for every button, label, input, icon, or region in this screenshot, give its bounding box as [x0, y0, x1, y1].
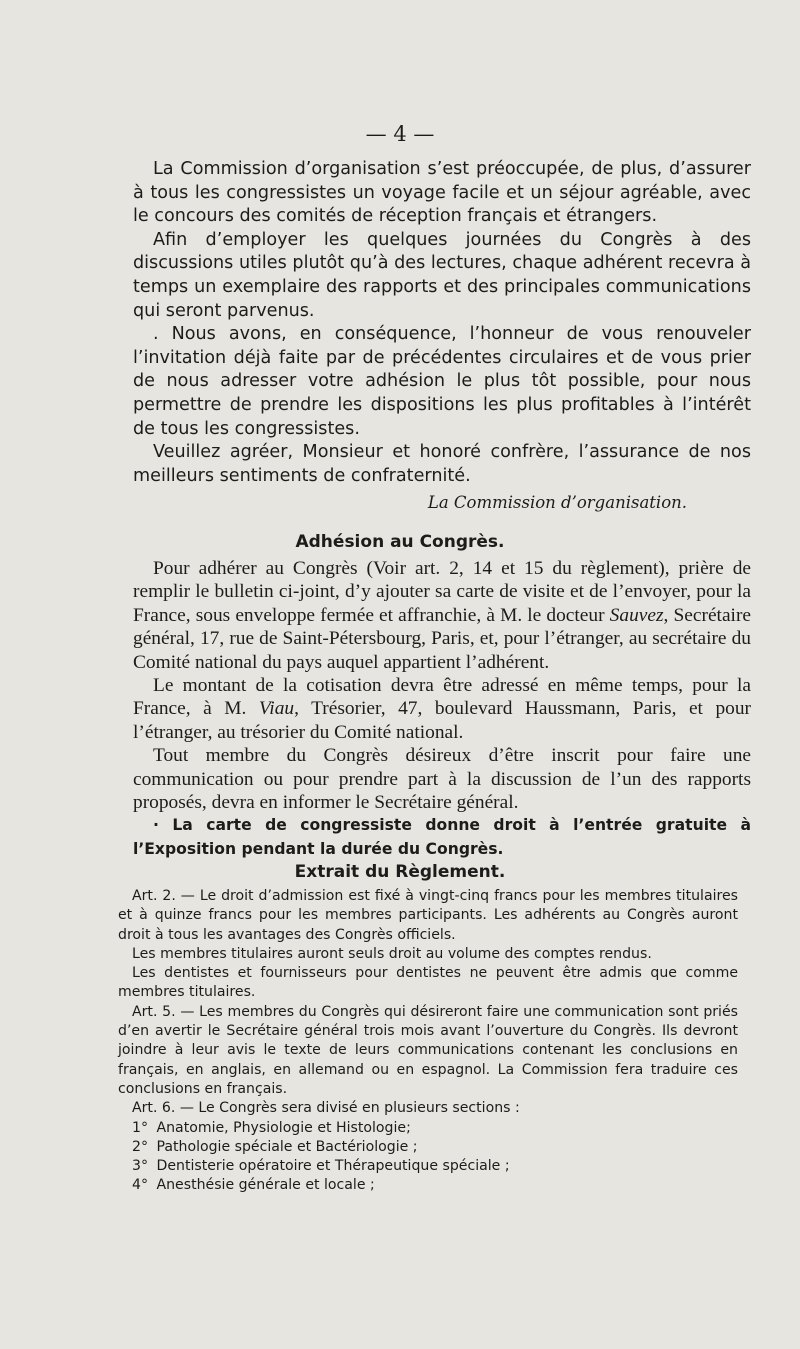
section-list-item: [118, 1138, 738, 1157]
intro-section: [133, 158, 751, 515]
adhesion-paragraph-bold: · La carte de congressiste donne droit à l’entrée gratuite à l’Exposition pendant la durée du Congrès.: [133, 816, 751, 858]
section-list-item: [118, 1119, 738, 1138]
section-number: 4°: [132, 1177, 149, 1194]
adhesion-paragraph-1: [133, 557, 751, 674]
treasurer-name: Viau: [258, 698, 295, 720]
intro-paragraph-2: Afin d’employer les quelques journées du Congrès à des discussions utiles plutôt qu’à des lectures, chaque adhérent recevra à temps un exemplaire des rapports et des principales communications qui seront parvenus.: [133, 229, 751, 321]
intro-paragraph-4: Veuillez agréer, Monsieur et honoré confrère, l’assurance de nos meilleurs sentiments de confraternité.: [133, 442, 751, 486]
signature: La Commission d’organisation.: [427, 493, 687, 513]
adhesion-section: [133, 557, 751, 861]
section-label: Pathologie spéciale et Bactériologie ;: [156, 1138, 418, 1155]
intro-paragraph-3: . Nous avons, en conséquence, l’honneur de vous renouveler l’invitation déjà faite par de précédentes circulaires et de vous prier de nous adresser votre adhésion le plus tôt possible, pour nous permettre de prendre les dispositions les plus profitables à l’intérêt de tous les congressistes.: [133, 324, 751, 439]
section-list-item: [118, 1176, 738, 1195]
intro-paragraph-1: La Commission d’organisation s’est préoccupée, de plus, d’assurer à tous les congressistes un voyage facile et un séjour agréable, avec le concours des comités de réception français et étrangers.: [133, 159, 751, 227]
secretary-name: Sauvez: [609, 604, 664, 626]
adhesion-paragraph-2: [133, 674, 751, 744]
adhesion-p1-text-a: Pour adhérer au Congrès (Voir art. 2, 14 et 15 du règlement), prière de remplir le bulletin ci-joint, d’y ajouter sa carte de visite et de l’envoyer, pour la France, sous enveloppe fermée et affranchie, à M. le docteur: [133, 558, 751, 626]
section-label: Dentisterie opératoire et Thérapeutique spéciale ;: [156, 1158, 510, 1175]
section-list-item: [118, 1157, 738, 1176]
reglement-paragraph-2: Les membres titulaires auront seuls droit au volume des comptes rendus.: [132, 945, 652, 962]
reglement-heading: Extrait du Règlement.: [294, 862, 506, 882]
reglement-section: [118, 887, 738, 1196]
adhesion-paragraph-3: Tout membre du Congrès désireux d’être inscrit pour faire une communication ou pour prendre part à la discussion de l’un des rapports proposés, devra en informer le Secrétaire général.: [133, 745, 751, 814]
section-number: 3°: [132, 1158, 149, 1175]
reglement-article-2: Art. 2. — Le droit d’admission est fixé à vingt-cinq francs pour les membres titulaires et à quinze francs pour les membres participants. Les adhérents au Congrès auront droit à tous les avantages des Congrès officiels.: [118, 888, 738, 943]
section-number: 2°: [132, 1138, 149, 1155]
adhesion-heading: Adhésion au Congrès.: [295, 532, 505, 552]
reglement-article-5: Art. 5. — Les membres du Congrès qui désireront faire une communication sont priés d’en avertir le Secrétaire général trois mois avant l’ouverture du Congrès. Ils devront joindre à leur avis le texte de leurs communications contenant les conclusions en français, en anglais, en allemand ou en espagnol. La Commission fera traduire ces conclusions en français.: [118, 1003, 738, 1097]
adhesion-p2-text-b: , Trésorier, 47, boulevard Haussmann, Paris, et pour l’étranger, au trésorier du Comité national.: [133, 698, 752, 743]
page-number: — 4 —: [365, 122, 435, 146]
adhesion-p1-text-b: , Secrétaire général, 17, rue de Saint-Pétersbourg, Paris, et, pour l’étranger, au secrétaire du Comité national du pays auquel appartient l’adhérent.: [133, 604, 752, 673]
reglement-paragraph-3: Les dentistes et fournisseurs pour dentistes ne peuvent être admis que comme membres titulaires.: [118, 965, 738, 1001]
section-label: Anatomie, Physiologie et Histologie;: [156, 1119, 411, 1136]
adhesion-p2-text-a: Le montant de la cotisation devra être adressé en même temps, pour la France, à M.: [133, 675, 751, 720]
section-number: 1°: [132, 1119, 149, 1136]
section-label: Anesthésie générale et locale ;: [156, 1177, 375, 1194]
reglement-article-6: Art. 6. — Le Congrès sera divisé en plusieurs sections :: [132, 1100, 520, 1117]
